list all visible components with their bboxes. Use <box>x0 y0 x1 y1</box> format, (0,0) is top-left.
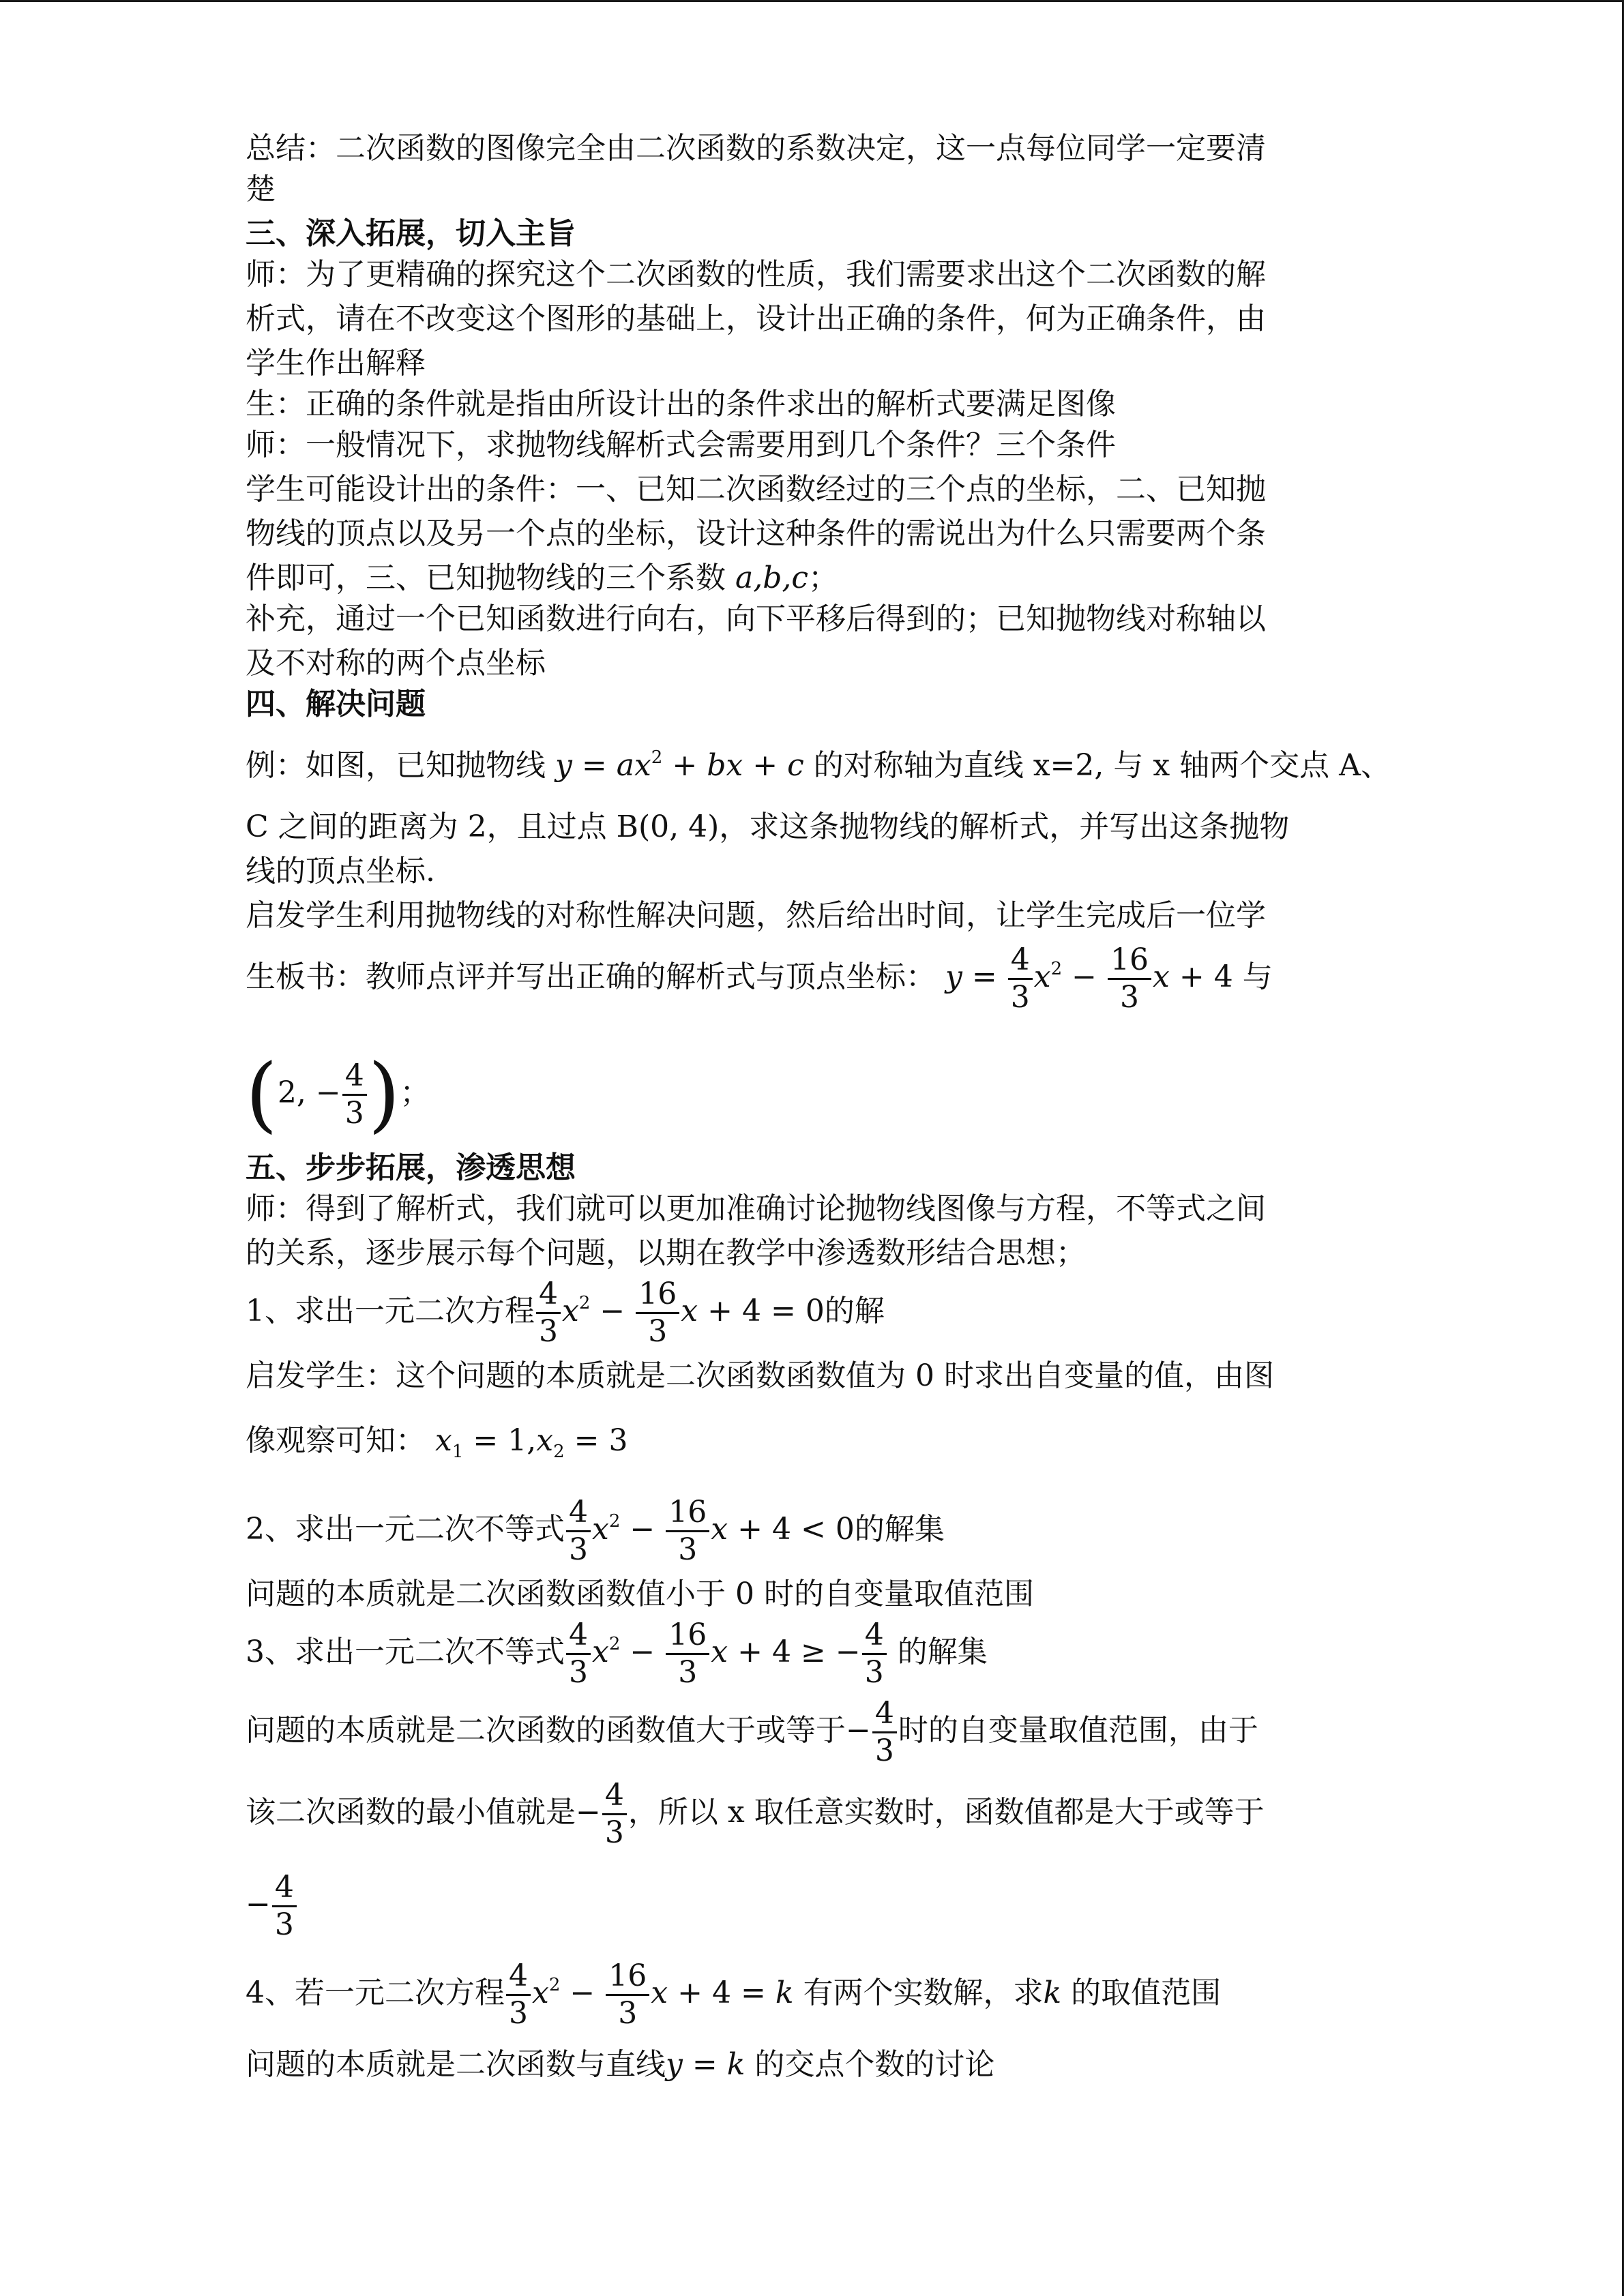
example-line-1: 例：如图，已知抛物线 $y = ax^2$ + bx + c 的对称轴为直线 x=2, 与 x 轴两个交点 A、 <box>246 747 1391 783</box>
teacher-line-2: 师：一般情况下，求抛物线解析式会需要用到几个条件？三个条件 <box>246 428 1116 462</box>
problem-4-explain: 问题的本质就是二次函数与直线y = k 的交点个数的讨论 <box>246 2047 995 2082</box>
guidance-line-1: 启发学生利用抛物线的对称性解决问题，然后给出时间，让学生完成后一位学 <box>246 898 1266 933</box>
problem-1-answer: 像观察可知： $x_1 = 1,x_2 = 3$ <box>246 1423 628 1462</box>
problem-2: 2、求出一元二次不等式 $\frac{4}{3}$ $x^2$ − $\frac{16}{3}$ x + 4 < 0的解集 <box>246 1495 945 1567</box>
problem-3-explain-2: 该二次函数的最小值就是− $\frac{4}{3}$ ，所以 x 取任意实数时，函数值都是大于或等于 <box>246 1778 1265 1850</box>
problem-2-explain: 问题的本质就是二次函数函数值小于 0 时的自变量取值范围 <box>246 1577 1034 1611</box>
problem-1: 1、求出一元二次方程 $\frac{4}{3}$ $x^2$ − $\frac{16}{3}$ x + 4 = 0的解 <box>246 1277 885 1349</box>
page-top-edge <box>0 0 1624 2</box>
problem-3-explain-1: 问题的本质就是二次函数的函数值大于或等于− $\frac{4}{3}$ 时的自变量取值范围，由于 <box>246 1696 1258 1768</box>
parabola-solution-formula: y = $\frac{4}{3}$ $x^2$ − $\frac{16}{3}$ x + 4 <box>945 942 1233 1015</box>
conditions-line-3: 件即可，三、已知抛物线的三个系数 a,b,c； <box>246 561 839 595</box>
problem-3: 3、求出一元二次不等式 $\frac{4}{3}$ $x^2$ − $\frac{16}{3}$ x + 4 ≥ − $\frac{4}{3}$ 的解集 <box>246 1617 988 1690</box>
teacher-line-1: 师：为了更精确的探究这个二次函数的性质，我们需要求出这个二次函数的解 <box>246 257 1266 292</box>
conditions-line-1: 学生可能设计出的条件：一、已知二次函数经过的三个点的坐标，二、已知抛 <box>246 472 1266 507</box>
teacher-line-1c: 学生作出解释 <box>246 346 426 381</box>
student-line: 生：正确的条件就是指由所设计出的条件求出的解析式要满足图像 <box>246 387 1116 421</box>
vertex-coordinate: (2, − $\frac{4}{3}$ )； <box>246 1047 430 1142</box>
teacher-line-3b: 的关系，逐步展示每个问题，以期在教学中渗透数形结合思想； <box>246 1236 1086 1270</box>
section-heading-5: 五、步步拓展，渗透思想 <box>246 1150 576 1185</box>
example-line-3: 线的顶点坐标. <box>246 854 435 889</box>
coefficients-abc: a,b,c <box>735 561 809 595</box>
example-line-2: C 之间的距离为 2，且过点 B(0, 4)，求这条抛物线的解析式，并写出这条抛物 <box>246 809 1290 844</box>
problem-4: 4、若一元二次方程 $\frac{4}{3}$ $x^2$ − $\frac{16}{3}$ x + 4 = k 有两个实数解，求k 的取值范围 <box>246 1958 1222 2031</box>
conditions-line-2: 物线的顶点以及另一个点的坐标，设计这种条件的需说出为什么只需要两个条 <box>246 516 1266 551</box>
section-heading-4: 四、解决问题 <box>246 687 426 721</box>
problem-1-explain: 启发学生：这个问题的本质就是二次函数函数值为 0 时求出自变量的值，由图 <box>246 1358 1274 1393</box>
problem-3-explain-3: − $\frac{4}{3}$ <box>246 1867 298 1942</box>
teacher-line-1b: 析式，请在不改变这个图形的基础上，设计出正确的条件，何为正确条件，由 <box>246 301 1266 336</box>
section-heading-3: 三、深入拓展，切入主旨 <box>246 216 576 251</box>
paragraph-summary-cont: 楚 <box>246 172 276 207</box>
supplement-line-1: 补充，通过一个已知函数进行向右，向下平移后得到的；已知抛物线对称轴以 <box>246 601 1266 636</box>
supplement-line-2: 及不对称的两个点坐标 <box>246 646 546 681</box>
paragraph-summary: 总结：二次函数的图像完全由二次函数的系数决定，这一点每位同学一定要清 <box>246 131 1266 166</box>
guidance-line-2: 生板书：教师点评并写出正确的解析式与顶点坐标： y = $\frac{4}{3}$ $x^2$ − $\frac{16}{3}$ x + 4 与 <box>246 942 1273 1015</box>
parabola-general-form: $y = ax^2$ + bx + c <box>555 747 804 783</box>
teacher-line-3: 师：得到了解析式，我们就可以更加准确讨论抛物线图像与方程，不等式之间 <box>246 1191 1266 1226</box>
